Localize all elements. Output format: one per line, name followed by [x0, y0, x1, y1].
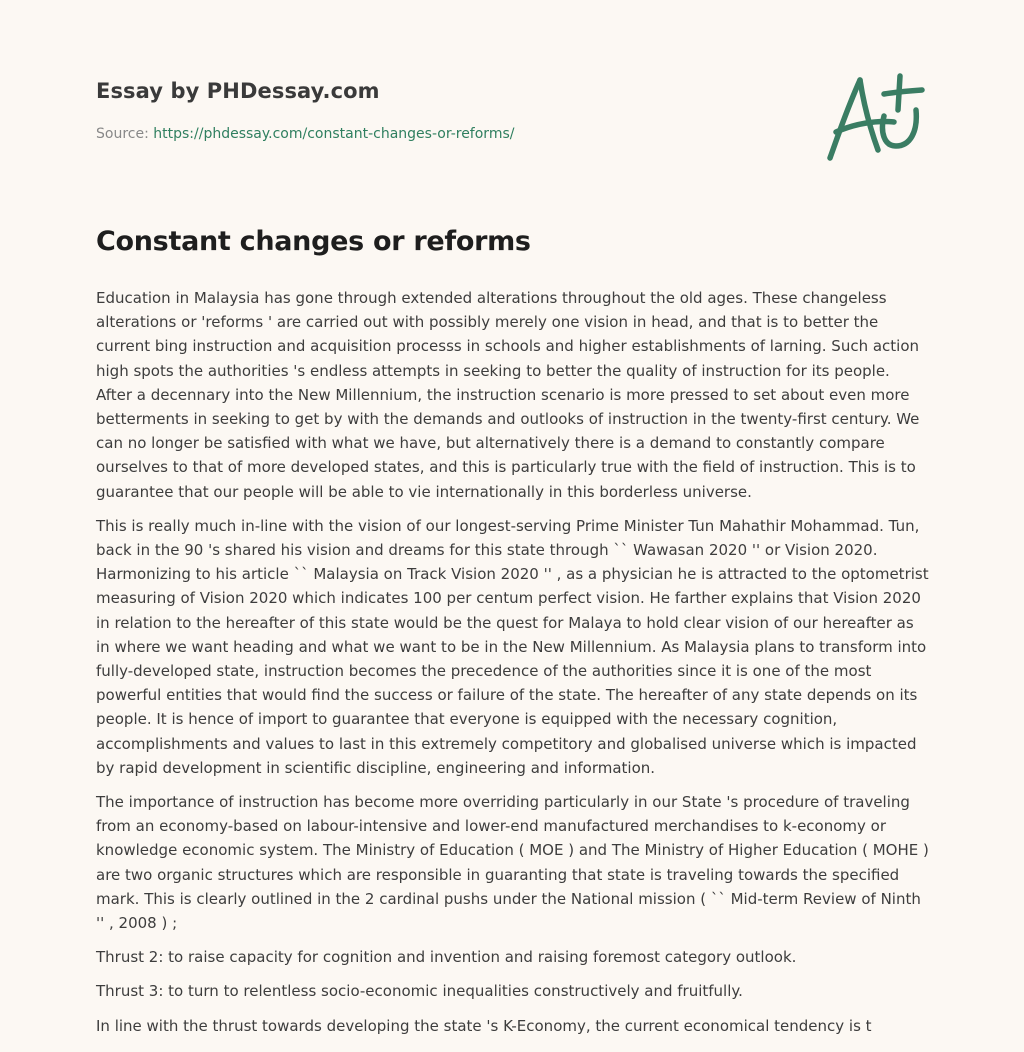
- essay-paragraph: Thrust 3: to turn to relentless socio-economic inequalities constructively and fruitfully.: [96, 982, 743, 1001]
- essay-body: [96, 286, 930, 1048]
- a-plus-grade-icon: [820, 66, 930, 166]
- essay-paragraph: This is really much in-line with the vision of our longest-serving Prime Minister Tun Mahathir Mohammad. Tun, back in the 90 's shared his vision and dreams for this state through `` Wawasan 2020 '' or Vision 2020. Harmonizing to his article `` Malaysia on Track Vision 2020 '' , as a physician he is attracted to the optometrist measuring of Vision 2020 which indicates 100 per centum perfect vision. He farther explains that Vision 2020 in relation to the hereafter of this state would be the quest for Malaya to hold clear vision of our hereafter as in where we want heading and what we want to be in the New Millennium. As Malaysia plans to transform into fully-developed state, instruction becomes the precedence of the authorities since it is one of the most powerful entities that would find the success or failure of the state. The hereafter of any state depends on its people. It is hence of import to guarantee that everyone is equipped with the necessary cognition, accomplishments and values to last in this extremely competitory and globalised universe which is impacted by rapid development in scientific discipline, engineering and information.: [96, 516, 929, 777]
- essay-paragraph: In line with the thrust towards developing the state 's K-Economy, the current economical tendency is t: [96, 1016, 872, 1035]
- source-link[interactable]: https://phdessay.com/constant-changes-or-reforms/: [153, 126, 515, 142]
- essay-title: Constant changes or reforms: [96, 226, 531, 257]
- essay-paragraph: Education in Malaysia has gone through extended alterations throughout the old ages. These changeless alterations or 'reforms ' are carried out with possibly merely one vision in head, and that is to better the current bing instruction and acquisition processs in schools and higher establishments of larning. Such action high spots the authorities 's endless attempts in seeking to better the quality of instruction for its people. After a decennary into the New Millennium, the instruction scenario is more pressed to set about even more betterments in seeking to get by with the demands and outlooks of instruction in the twenty-first century. We can no longer be satisfied with what we have, but alternatively there is a demand to constantly compare ourselves to that of more developed states, and this is particularly true with the field of instruction. This is to guarantee that our people will be able to vie internationally in this borderless universe.: [96, 289, 920, 501]
- source-label: Source:: [96, 126, 154, 142]
- essay-paragraph: Thrust 2: to raise capacity for cognition and invention and raising foremost category outlook.: [96, 948, 797, 967]
- essay-paragraph: The importance of instruction has become more overriding particularly in our State 's procedure of traveling from an economy-based on labour-intensive and lower-end manufactured merchandises to k-economy or knowledge economic system. The Ministry of Education ( MOE ) and The Ministry of Higher Education ( MOHE ) are two organic structures which are responsible in guaranting that state is traveling towards the specified mark. This is clearly outlined in the 2 cardinal pushs under the National mission ( `` Mid-term Review of Ninth '' , 2008 ) ;: [96, 793, 929, 933]
- page-header: [96, 78, 796, 144]
- source-line: [96, 124, 796, 144]
- site-brand: Essay by PHDessay.com: [96, 79, 380, 103]
